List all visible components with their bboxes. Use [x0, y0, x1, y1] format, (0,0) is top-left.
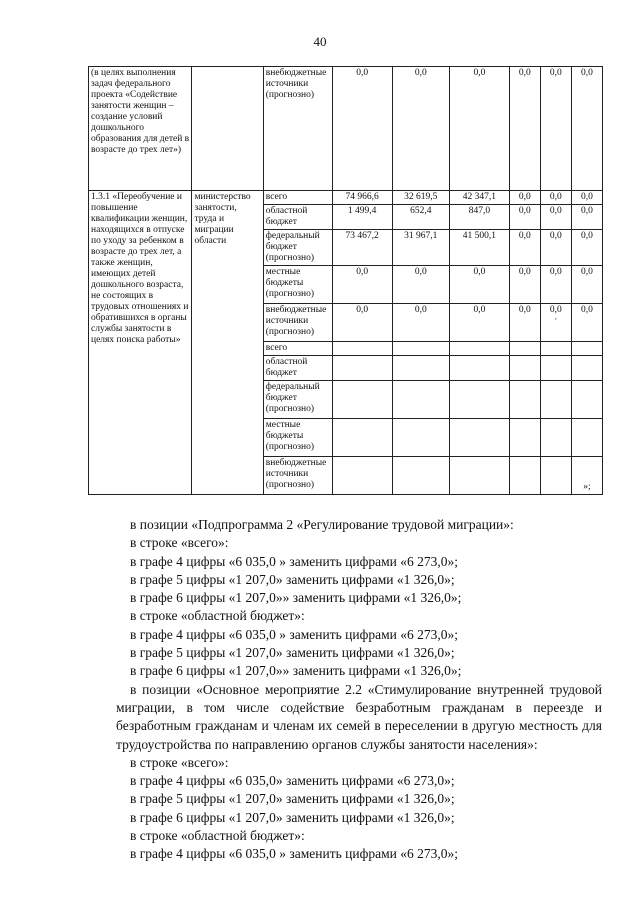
value-cell	[509, 419, 540, 457]
paragraph: в строке «областной бюджет»:	[130, 828, 305, 844]
value-cell	[392, 381, 449, 419]
paragraph: в графе 4 цифры «6 035,0» заменить цифрами «6 273,0»;	[130, 773, 455, 789]
paragraph: в строке «всего»:	[130, 535, 229, 551]
paragraph: в графе 6 цифры «1 207,0»» заменить цифрами «1 326,0»;	[130, 590, 462, 606]
value-cell: 73 467,2	[332, 230, 392, 266]
executor-cell	[192, 67, 263, 191]
paragraph: в графе 4 цифры «6 035,0 » заменить цифрами «6 273,0»;	[130, 846, 458, 862]
paragraph: в графе 5 цифры «1 207,0» заменить цифрами «1 326,0»;	[130, 791, 455, 807]
value-cell: 42 347,1	[450, 191, 510, 205]
value-cell	[509, 342, 540, 356]
value-cell: 0,0	[540, 266, 571, 304]
funding-table	[88, 66, 603, 495]
value-cell	[571, 356, 602, 381]
value-cell	[392, 356, 449, 381]
value-cell	[332, 356, 392, 381]
source-cell: местные бюджеты (прогнозно)	[263, 266, 332, 304]
source-cell: внебюджетные источники (прогнозно)	[263, 304, 332, 342]
value-cell	[540, 356, 571, 381]
value-cell	[450, 419, 510, 457]
value-cell	[450, 356, 510, 381]
value-cell: 0,0	[509, 67, 540, 191]
value-cell: 0,0	[392, 266, 449, 304]
paragraph: в графе 4 цифры «6 035,0 » заменить цифрами «6 273,0»;	[130, 626, 458, 642]
value-cell	[450, 342, 510, 356]
amendment-text	[116, 516, 602, 864]
paragraph: в позиции «Основное мероприятие 2.2 «Стимулирование внутренней трудовой миграции, в том числе содействие безработным гражданам в переезде и безработным гражданам и членам их семей в переселении в другую местность для трудоустройства по направлению органов службы занятости населения»:	[116, 681, 602, 752]
value-cell: 0,0	[571, 230, 602, 266]
source-cell: областной бюджет	[263, 356, 332, 381]
paragraph: в графе 4 цифры «6 035,0 » заменить цифрами «6 273,0»;	[130, 553, 458, 569]
value-cell: 0,0 ·	[540, 304, 571, 342]
source-cell: местные бюджеты (прогнозно)	[263, 419, 332, 457]
value-cell	[540, 457, 571, 495]
source-cell: областной бюджет	[263, 205, 332, 230]
value-cell	[332, 381, 392, 419]
executor-cell: министерство занятости, труда и миграции области	[192, 191, 263, 495]
value-cell: 0,0	[571, 191, 602, 205]
value-cell: 0,0	[540, 191, 571, 205]
value-cell	[540, 381, 571, 419]
value-cell: 0,0	[450, 266, 510, 304]
value-cell	[509, 457, 540, 495]
paragraph: в графе 5 цифры «1 207,0» заменить цифрами «1 326,0»;	[130, 571, 455, 587]
value-cell: 0,0	[540, 205, 571, 230]
value-cell	[540, 419, 571, 457]
value-cell: 0,0	[509, 304, 540, 342]
value-cell: 0,0	[392, 304, 449, 342]
value-cell	[571, 381, 602, 419]
value-cell: 0,0	[332, 304, 392, 342]
stray-dot: ·	[554, 314, 558, 324]
value-cell: 1 499,4	[332, 205, 392, 230]
paragraph: в строке «всего»:	[130, 754, 229, 770]
value-cell	[509, 381, 540, 419]
paragraph: в графе 6 цифры «1 207,0» заменить цифрами «1 326,0»;	[130, 809, 455, 825]
value-cell: 0,0	[540, 230, 571, 266]
source-cell: федеральный бюджет (прогнозно)	[263, 230, 332, 266]
source-cell: федеральный бюджет (прогнозно)	[263, 381, 332, 419]
value-cell: 0,0	[509, 205, 540, 230]
source-cell: внебюджетные источники (прогнозно)	[263, 67, 332, 191]
value-cell	[392, 457, 449, 495]
value-cell: 0,0	[450, 67, 510, 191]
paragraph: в позиции «Подпрограмма 2 «Регулирование трудовой миграции»:	[130, 517, 514, 532]
value-cell	[332, 457, 392, 495]
table-row	[89, 67, 603, 191]
value-cell: 0,0	[392, 67, 449, 191]
value-cell: 0,0	[571, 266, 602, 304]
value-cell: 652,4	[392, 205, 449, 230]
value-cell: »;	[571, 457, 602, 495]
table-row	[89, 191, 603, 205]
source-cell: всего	[263, 191, 332, 205]
value-cell: 31 967,1	[392, 230, 449, 266]
value-cell: 0,0	[571, 205, 602, 230]
paragraph: в графе 5 цифры «1 207,0» заменить цифрами «1 326,0»;	[130, 645, 455, 661]
page-number: 40	[313, 34, 327, 49]
value-cell	[392, 419, 449, 457]
value-cell: 0,0	[540, 67, 571, 191]
value-cell: 0,0	[509, 266, 540, 304]
value-cell	[571, 419, 602, 457]
source-cell: внебюджетные источники (прогнозно)	[263, 457, 332, 495]
measure-name-cell: 1.3.1 «Переобучение и повышение квалификации женщин, находящихся в отпуске по уходу за ребенком в возрасте до трех лет, а также женщин, имеющих детей дошкольного возраста, не состоящих в трудовых отношениях и обратившихся в органы службы занятости в целях поиска работы»	[89, 191, 192, 495]
value-cell	[450, 457, 510, 495]
value-cell: 847,0	[450, 205, 510, 230]
value-cell: 0,0	[332, 266, 392, 304]
measure-name-cell: (в целях выполнения задач федерального проекта «Содействие занятости женщин – создание условий дошкольного образования для детей в возрасте до трех лет»)	[89, 67, 192, 191]
value-cell	[540, 342, 571, 356]
value-cell	[571, 342, 602, 356]
value-cell: 0,0	[509, 230, 540, 266]
value-cell	[332, 419, 392, 457]
source-cell: всего	[263, 342, 332, 356]
value-cell: 0,0	[450, 304, 510, 342]
value-cell	[392, 342, 449, 356]
paragraph: в графе 6 цифры «1 207,0»» заменить цифрами «1 326,0»;	[130, 663, 462, 679]
paragraph: в строке «областной бюджет»:	[130, 608, 305, 624]
value-cell: 0,0	[332, 67, 392, 191]
value-cell	[450, 381, 510, 419]
value-cell: 74 966,6	[332, 191, 392, 205]
value-cell: 41 500,1	[450, 230, 510, 266]
value-cell: 0,0	[571, 304, 602, 342]
value-cell	[332, 342, 392, 356]
value-cell	[509, 356, 540, 381]
value-cell: 32 619,5	[392, 191, 449, 205]
value-cell: 0,0	[509, 191, 540, 205]
value-cell: 0,0	[571, 67, 602, 191]
